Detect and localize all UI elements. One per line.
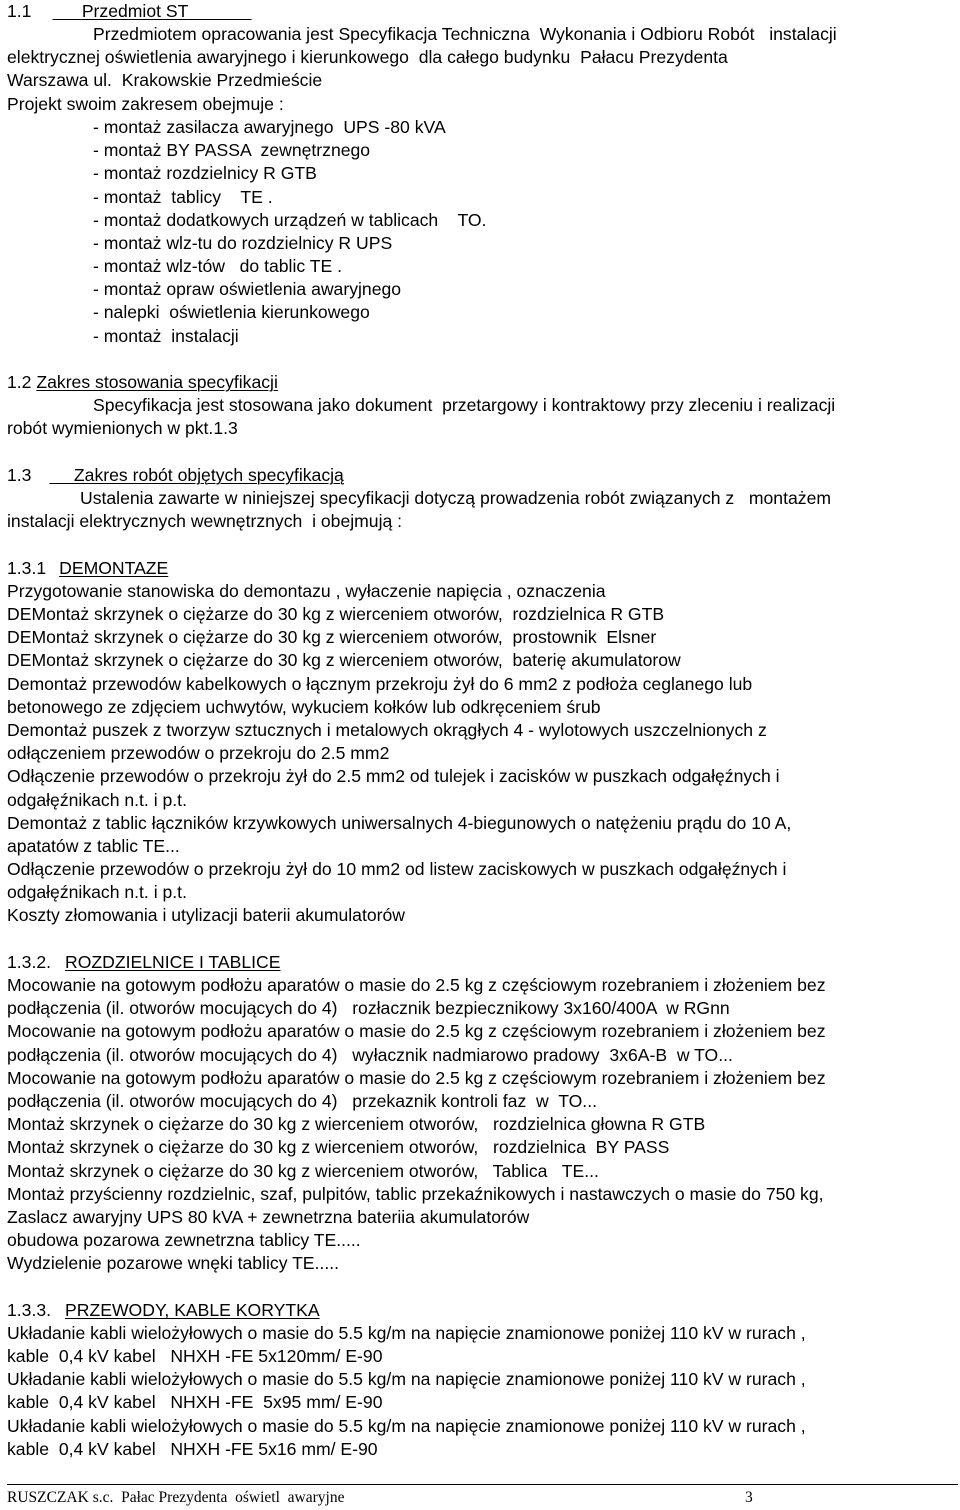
list-item: - montaż opraw oświetlenia awaryjnego xyxy=(93,279,402,299)
section-1-3-2-heading xyxy=(7,951,280,974)
text-line: Odłączenie przewodów o przekroju żył do 2.5 mm2 od tulejek i zacisków w puszkach odgałęźnych i xyxy=(7,766,780,786)
section-1-3-1-heading xyxy=(7,557,168,580)
text-line: betonowego ze zdjęciem uchwytów, wykuciem kołków lub odkręceniem śrub xyxy=(7,697,601,717)
footer-text: RUSZCZAK s.c. Pałac Prezydenta oświetl awaryjne xyxy=(7,1489,345,1506)
section-1-1-heading xyxy=(7,0,252,23)
text-line: Demontaż z tablic łączników krzywkowych uniwersalnych 4-biegunowych o natężeniu prądu do 10 A, xyxy=(7,813,792,833)
text-line: Koszty złomowania i utylizacji baterii akumulatorów xyxy=(7,905,405,925)
text-line: Specyfikacja jest stosowana jako dokument przetargowy i kontraktowy przy zleceniu i realizacji xyxy=(93,395,836,415)
list-item: - montaż wlz-tu do rozdzielnicy R UPS xyxy=(93,233,393,253)
text-line: Montaż przyścienny rozdzielnic, szaf, pulpitów, tablic przekaźnikowych i nastawczych o masie do 750 kg, xyxy=(7,1184,824,1204)
list-item: - montaż dodatkowych urządzeń w tablicach TO. xyxy=(93,210,487,230)
text-line: Montaż skrzynek o ciężarze do 30 kg z wierceniem otworów, Tablica TE... xyxy=(7,1161,599,1181)
text-line: elektrycznej oświetlenia awaryjnego i kierunkowego dla całego budynku Pałacu Prezydenta xyxy=(7,47,728,67)
text-line: Mocowanie na gotowym podłożu aparatów o masie do 2.5 kg z częściowym rozebraniem i złożeniem bez xyxy=(7,1068,826,1088)
section-1-3-heading xyxy=(7,464,344,487)
text-line: DEMontaż skrzynek o ciężarze do 30 kg z wierceniem otworów, baterię akumulatorow xyxy=(7,650,681,670)
text-line: kable 0,4 kV kabel NHXH -FE 5x120mm/ E-90 xyxy=(7,1346,383,1366)
list-item: - montaż instalacji xyxy=(93,326,239,346)
text-line: Demontaż przewodów kabelkowych o łącznym przekroju żył do 6 mm2 z podłoża ceglanego lub xyxy=(7,674,753,694)
text-line: odgałęźnikach n.t. i p.t. xyxy=(7,882,187,902)
text-line: Zaslacz awaryjny UPS 80 kVA + zewnetrzna bateriia akumulatorów xyxy=(7,1207,530,1227)
section-title: ROZDZIELNICE I TABLICE xyxy=(65,952,281,972)
list-item: - montaż rozdzielnicy R GTB xyxy=(93,163,317,183)
text-line: Odłączenie przewodów o przekroju żył do 10 mm2 od listew zaciskowych w puszkach odgałęźnych i xyxy=(7,859,787,879)
section-number: 1.3 xyxy=(7,465,32,485)
text-line: kable 0,4 kV kabel NHXH -FE 5x95 mm/ E-90 xyxy=(7,1392,383,1412)
text-line: Wydzielenie pozarowe wnęki tablicy TE..... xyxy=(7,1253,339,1273)
text-line: odłączeniem przewodów o przekroju do 2.5 mm2 xyxy=(7,743,390,763)
section-title: Zakres stosowania specyfikacji xyxy=(36,372,278,392)
text-line: podłączenia (il. otworów mocujących do 4) rozłacznik bezpiecznikowy 3x160/400A w RGnn xyxy=(7,998,730,1018)
text-line: Układanie kabli wielożyłowych o masie do 5.5 kg/m na napięcie znamionowe poniżej 110 kV w rurach , xyxy=(7,1323,806,1343)
text-line: Mocowanie na gotowym podłożu aparatów o masie do 2.5 kg z częściowym rozebraniem i złożeniem bez xyxy=(7,1021,826,1041)
text-line: Przygotowanie stanowiska do demontazu , wyłaczenie napięcia , oznaczenia xyxy=(7,581,606,601)
section-number: 1.2 xyxy=(7,372,32,392)
section-number: 1.1 xyxy=(7,1,32,21)
text-line: Przedmiotem opracowania jest Specyfikacja Techniczna Wykonania i Odbioru Robót instalacji xyxy=(93,24,837,44)
text-line: podłączenia (il. otworów mocujących do 4) przekaznik kontroli faz w TO... xyxy=(7,1091,597,1111)
section-number: 1.3.3. xyxy=(7,1300,52,1320)
text-line: Montaż skrzynek o ciężarze do 30 kg z wierceniem otworów, rozdzielnica głowna R GTB xyxy=(7,1114,706,1134)
section-title: Przedmiot ST xyxy=(81,1,189,21)
text-line: podłączenia (il. otworów mocujących do 4) wyłacznik nadmiarowo pradowy 3x6A-B w TO... xyxy=(7,1045,733,1065)
text-line: kable 0,4 kV kabel NHXH -FE 5x16 mm/ E-90 xyxy=(7,1439,378,1459)
section-1-3-3-heading xyxy=(7,1299,320,1322)
section-title: Zakres robót objętych specyfikacją xyxy=(73,465,344,485)
list-item: - montaż wlz-tów do tablic TE . xyxy=(93,256,343,276)
section-title: PRZEWODY, KABLE KORYTKA xyxy=(65,1300,320,1320)
page-number: 3 xyxy=(745,1489,753,1506)
text-line: Demontaż puszek z tworzyw sztucznych i metalowych okrągłych 4 - wylotowych uszczelnionych z xyxy=(7,720,767,740)
text-line: instalacji elektrycznych wewnętrznych i obejmują : xyxy=(7,511,403,531)
text-line: Mocowanie na gotowym podłożu aparatów o masie do 2.5 kg z częściowym rozebraniem i złożeniem bez xyxy=(7,975,826,995)
text-line: DEMontaż skrzynek o ciężarze do 30 kg z wierceniem otworów, prostownik Elsner xyxy=(7,627,657,647)
section-1-2-heading xyxy=(7,371,278,394)
text-line: Układanie kabli wielożyłowych o masie do 5.5 kg/m na napięcie znamionowe poniżej 110 kV w rurach , xyxy=(7,1416,806,1436)
text-line: Układanie kabli wielożyłowych o masie do 5.5 kg/m na napięcie znamionowe poniżej 110 kV w rurach , xyxy=(7,1369,806,1389)
text-line: robót wymienionych w pkt.1.3 xyxy=(7,418,238,438)
footer-divider xyxy=(7,1484,958,1485)
list-item: - montaż zasilacza awaryjnego UPS -80 kVA xyxy=(93,117,446,137)
list-item: - montaż BY PASSA zewnętrznego xyxy=(93,140,371,160)
text-line: odgałęźnikach n.t. i p.t. xyxy=(7,790,187,810)
section-number: 1.3.2. xyxy=(7,952,52,972)
text-line: apatatów z tablic TE... xyxy=(7,836,180,856)
text-line: DEMontaż skrzynek o ciężarze do 30 kg z wierceniem otworów, rozdzielnica R GTB xyxy=(7,604,665,624)
text-line: Montaż skrzynek o ciężarze do 30 kg z wierceniem otworów, rozdzielnica BY PASS xyxy=(7,1137,670,1157)
section-number: 1.3.1 xyxy=(7,558,47,578)
list-item: - montaż tablicy TE . xyxy=(93,187,273,207)
text-line: obudowa pozarowa zewnetrzna tablicy TE..... xyxy=(7,1230,361,1250)
list-item: - nalepki oświetlenia kierunkowego xyxy=(93,302,370,322)
text-line: Projekt swoim zakresem obejmuje : xyxy=(7,94,284,114)
text-line: Ustalenia zawarte w niniejszej specyfikacji dotyczą prowadzenia robót związanych z montażem xyxy=(80,488,832,508)
text-line: Warszawa ul. Krakowskie Przedmieście xyxy=(7,70,323,90)
section-title: DEMONTAZE xyxy=(59,558,169,578)
